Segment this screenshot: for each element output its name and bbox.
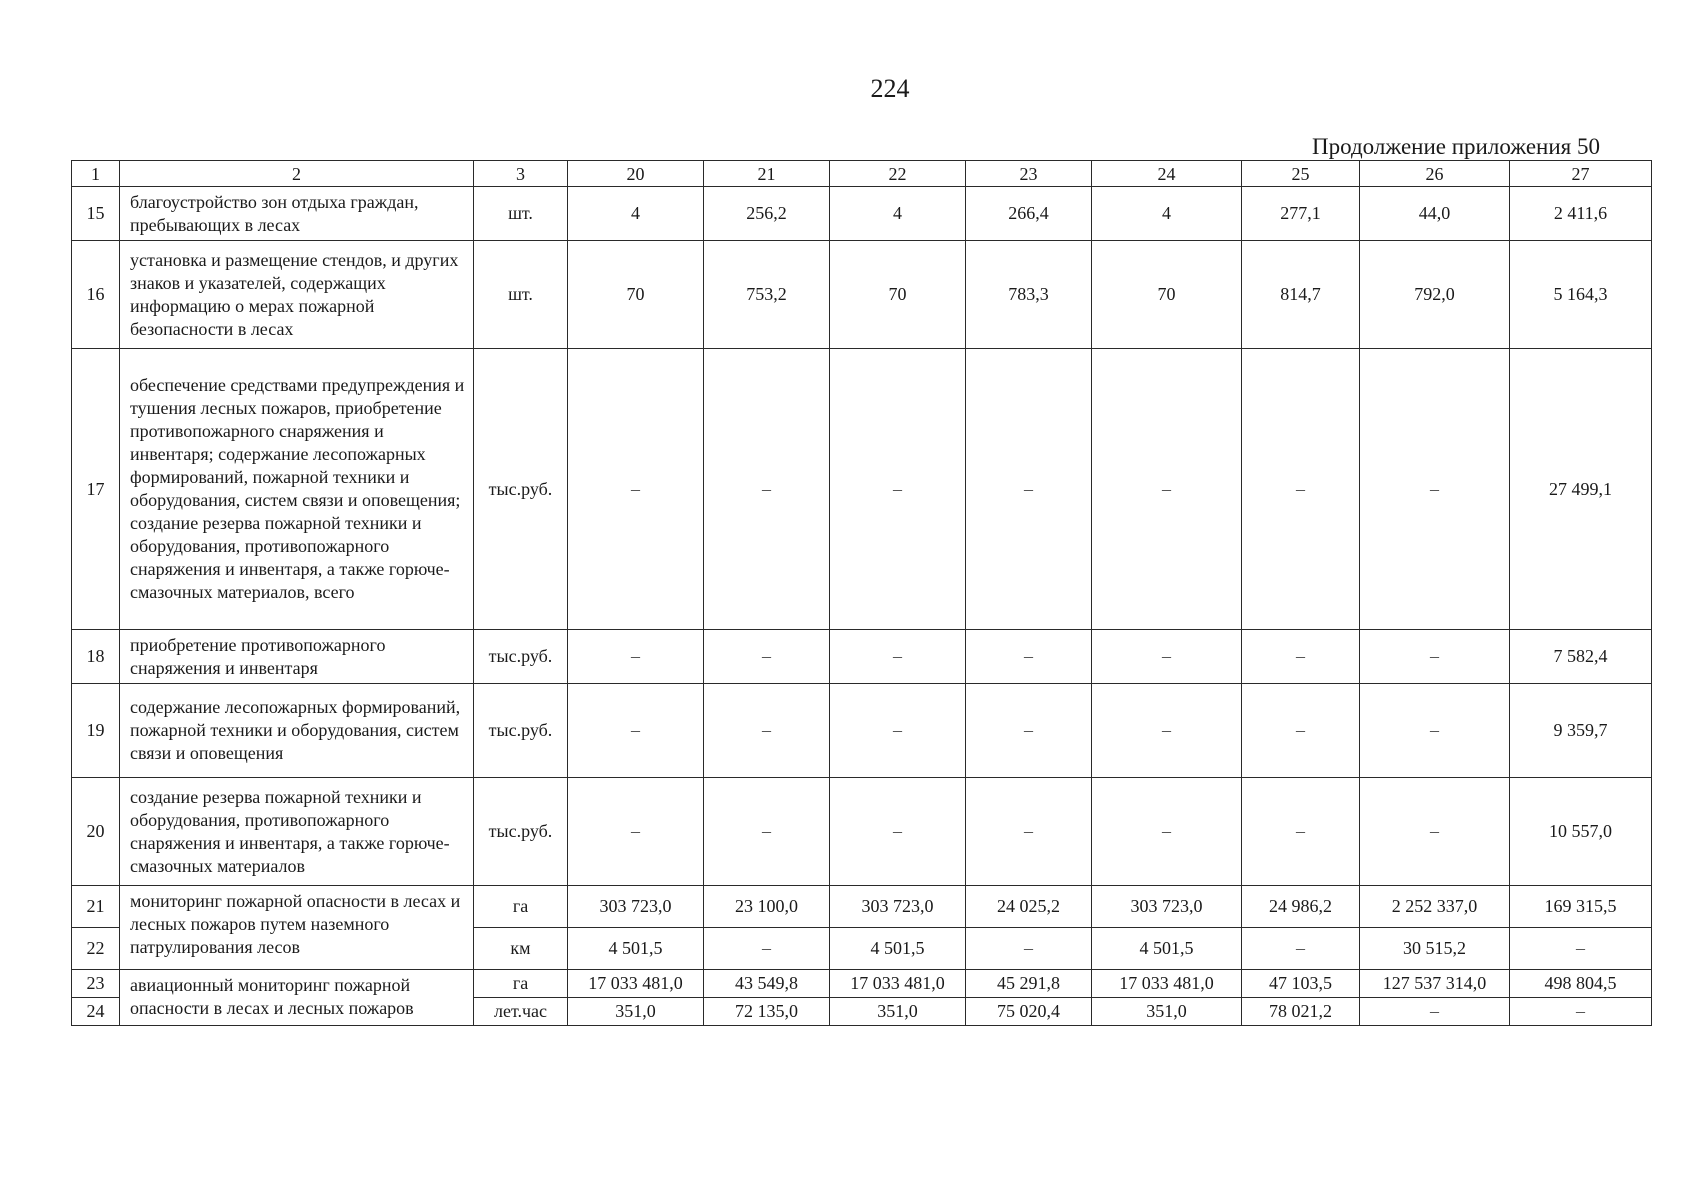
row-number: 24 xyxy=(72,998,120,1026)
row-unit: тыс.руб. xyxy=(474,630,568,684)
value-cell: 78 021,2 xyxy=(1242,998,1360,1026)
value-cell: – xyxy=(1360,998,1510,1026)
header-cell: 26 xyxy=(1360,161,1510,187)
value-cell: – xyxy=(704,630,830,684)
value-cell: – xyxy=(1092,684,1242,778)
row-unit: га xyxy=(474,970,568,998)
row-number: 20 xyxy=(72,778,120,886)
value-cell: – xyxy=(704,349,830,630)
row-unit: тыс.руб. xyxy=(474,778,568,886)
data-table xyxy=(71,160,1652,1026)
value-cell: – xyxy=(830,778,966,886)
value-cell: 303 723,0 xyxy=(1092,886,1242,928)
row-number: 18 xyxy=(72,630,120,684)
row-description: содержание лесопожарных формирований, пожарной техники и оборудования, систем связи и оповещения xyxy=(120,684,474,778)
value-cell: 43 549,8 xyxy=(704,970,830,998)
value-cell: 792,0 xyxy=(1360,241,1510,349)
row-description: авиационный мониторинг пожарной опасности в лесах и лесных пожаров xyxy=(120,970,474,1026)
value-cell: 169 315,5 xyxy=(1510,886,1652,928)
value-cell: 498 804,5 xyxy=(1510,970,1652,998)
value-cell: 4 xyxy=(830,187,966,241)
value-cell: – xyxy=(704,928,830,970)
value-cell: 17 033 481,0 xyxy=(568,970,704,998)
value-cell: 17 033 481,0 xyxy=(1092,970,1242,998)
table-row xyxy=(72,630,1652,684)
row-number: 22 xyxy=(72,928,120,970)
continuation-title: Продолжение приложения 50 xyxy=(1312,134,1600,159)
row-unit: шт. xyxy=(474,241,568,349)
value-cell: 2 411,6 xyxy=(1510,187,1652,241)
value-cell: – xyxy=(1360,349,1510,630)
header-cell: 2 xyxy=(120,161,474,187)
row-unit: км xyxy=(474,928,568,970)
value-cell: 47 103,5 xyxy=(1242,970,1360,998)
value-cell: 70 xyxy=(568,241,704,349)
header-cell: 1 xyxy=(72,161,120,187)
value-cell: 4 501,5 xyxy=(830,928,966,970)
value-cell: 5 164,3 xyxy=(1510,241,1652,349)
value-cell: – xyxy=(1360,778,1510,886)
row-unit: шт. xyxy=(474,187,568,241)
row-description: создание резерва пожарной техники и оборудования, противопожарного снаряжения и инвентаря, а также горюче-смазочных материалов xyxy=(120,778,474,886)
value-cell: 127 537 314,0 xyxy=(1360,970,1510,998)
page-number: 224 xyxy=(870,74,910,103)
row-number: 21 xyxy=(72,886,120,928)
value-cell: – xyxy=(1242,778,1360,886)
value-cell: 75 020,4 xyxy=(966,998,1092,1026)
value-cell: – xyxy=(1242,684,1360,778)
value-cell: 4 501,5 xyxy=(1092,928,1242,970)
table-row xyxy=(72,187,1652,241)
value-cell: 4 xyxy=(568,187,704,241)
row-unit: га xyxy=(474,886,568,928)
value-cell: 10 557,0 xyxy=(1510,778,1652,886)
value-cell: – xyxy=(1360,630,1510,684)
row-description: мониторинг пожарной опасности в лесах и лесных пожаров путем наземного патрулирования лесов xyxy=(120,886,474,970)
value-cell: 277,1 xyxy=(1242,187,1360,241)
value-cell: 266,4 xyxy=(966,187,1092,241)
row-unit: лет.час xyxy=(474,998,568,1026)
table-row xyxy=(72,684,1652,778)
value-cell: 4 501,5 xyxy=(568,928,704,970)
value-cell: – xyxy=(966,928,1092,970)
value-cell: 351,0 xyxy=(1092,998,1242,1026)
table-row xyxy=(72,778,1652,886)
value-cell: 351,0 xyxy=(568,998,704,1026)
header-cell: 25 xyxy=(1242,161,1360,187)
row-number: 17 xyxy=(72,349,120,630)
table-header-row xyxy=(72,161,1652,187)
value-cell: 24 986,2 xyxy=(1242,886,1360,928)
value-cell: 4 xyxy=(1092,187,1242,241)
value-cell: 814,7 xyxy=(1242,241,1360,349)
value-cell: – xyxy=(568,778,704,886)
value-cell: – xyxy=(830,349,966,630)
row-description: приобретение противопожарного снаряжения и инвентаря xyxy=(120,630,474,684)
value-cell: – xyxy=(1510,998,1652,1026)
value-cell: – xyxy=(1242,630,1360,684)
value-cell: – xyxy=(830,684,966,778)
value-cell: – xyxy=(966,630,1092,684)
table-row xyxy=(72,349,1652,630)
header-cell: 27 xyxy=(1510,161,1652,187)
row-description: благоустройство зон отдыха граждан, пребывающих в лесах xyxy=(120,187,474,241)
value-cell: 30 515,2 xyxy=(1360,928,1510,970)
value-cell: – xyxy=(1092,630,1242,684)
value-cell: – xyxy=(704,684,830,778)
row-description: установка и размещение стендов, и других знаков и указателей, содержащих информацию о мерах пожарной безопасности в лесах xyxy=(120,241,474,349)
value-cell: – xyxy=(830,630,966,684)
value-cell: 783,3 xyxy=(966,241,1092,349)
header-cell: 3 xyxy=(474,161,568,187)
header-cell: 22 xyxy=(830,161,966,187)
row-unit: тыс.руб. xyxy=(474,684,568,778)
value-cell: 17 033 481,0 xyxy=(830,970,966,998)
header-cell: 23 xyxy=(966,161,1092,187)
value-cell: 753,2 xyxy=(704,241,830,349)
value-cell: – xyxy=(568,630,704,684)
row-unit: тыс.руб. xyxy=(474,349,568,630)
value-cell: – xyxy=(966,684,1092,778)
value-cell: 45 291,8 xyxy=(966,970,1092,998)
value-cell: – xyxy=(966,778,1092,886)
value-cell: – xyxy=(1360,684,1510,778)
value-cell: 303 723,0 xyxy=(568,886,704,928)
row-description: обеспечение средствами предупреждения и тушения лесных пожаров, приобретение противопожарного снаряжения и инвентаря; содержание лесопожарных формирований, пожарной техники и оборудования, систем связи и оповещения; создание резерва пожарной техники и оборудования, противопожарного снаряжения и инвентаря, а также горюче-смазочных материалов, всего xyxy=(120,349,474,630)
row-number: 16 xyxy=(72,241,120,349)
value-cell: 303 723,0 xyxy=(830,886,966,928)
value-cell: 70 xyxy=(830,241,966,349)
row-number: 19 xyxy=(72,684,120,778)
value-cell: – xyxy=(1092,778,1242,886)
value-cell: 23 100,0 xyxy=(704,886,830,928)
value-cell: – xyxy=(1510,928,1652,970)
value-cell: 351,0 xyxy=(830,998,966,1026)
value-cell: – xyxy=(1242,349,1360,630)
table-row xyxy=(72,241,1652,349)
value-cell: – xyxy=(1242,928,1360,970)
value-cell: – xyxy=(568,349,704,630)
value-cell: 70 xyxy=(1092,241,1242,349)
value-cell: – xyxy=(1092,349,1242,630)
table-row xyxy=(72,970,1652,998)
value-cell: 72 135,0 xyxy=(704,998,830,1026)
value-cell: 2 252 337,0 xyxy=(1360,886,1510,928)
value-cell: – xyxy=(568,684,704,778)
row-number: 15 xyxy=(72,187,120,241)
value-cell: 9 359,7 xyxy=(1510,684,1652,778)
table-row xyxy=(72,886,1652,928)
value-cell: – xyxy=(966,349,1092,630)
header-cell: 20 xyxy=(568,161,704,187)
value-cell: 7 582,4 xyxy=(1510,630,1652,684)
value-cell: – xyxy=(704,778,830,886)
value-cell: 256,2 xyxy=(704,187,830,241)
value-cell: 44,0 xyxy=(1360,187,1510,241)
value-cell: 27 499,1 xyxy=(1510,349,1652,630)
header-cell: 21 xyxy=(704,161,830,187)
value-cell: 24 025,2 xyxy=(966,886,1092,928)
row-number: 23 xyxy=(72,970,120,998)
header-cell: 24 xyxy=(1092,161,1242,187)
